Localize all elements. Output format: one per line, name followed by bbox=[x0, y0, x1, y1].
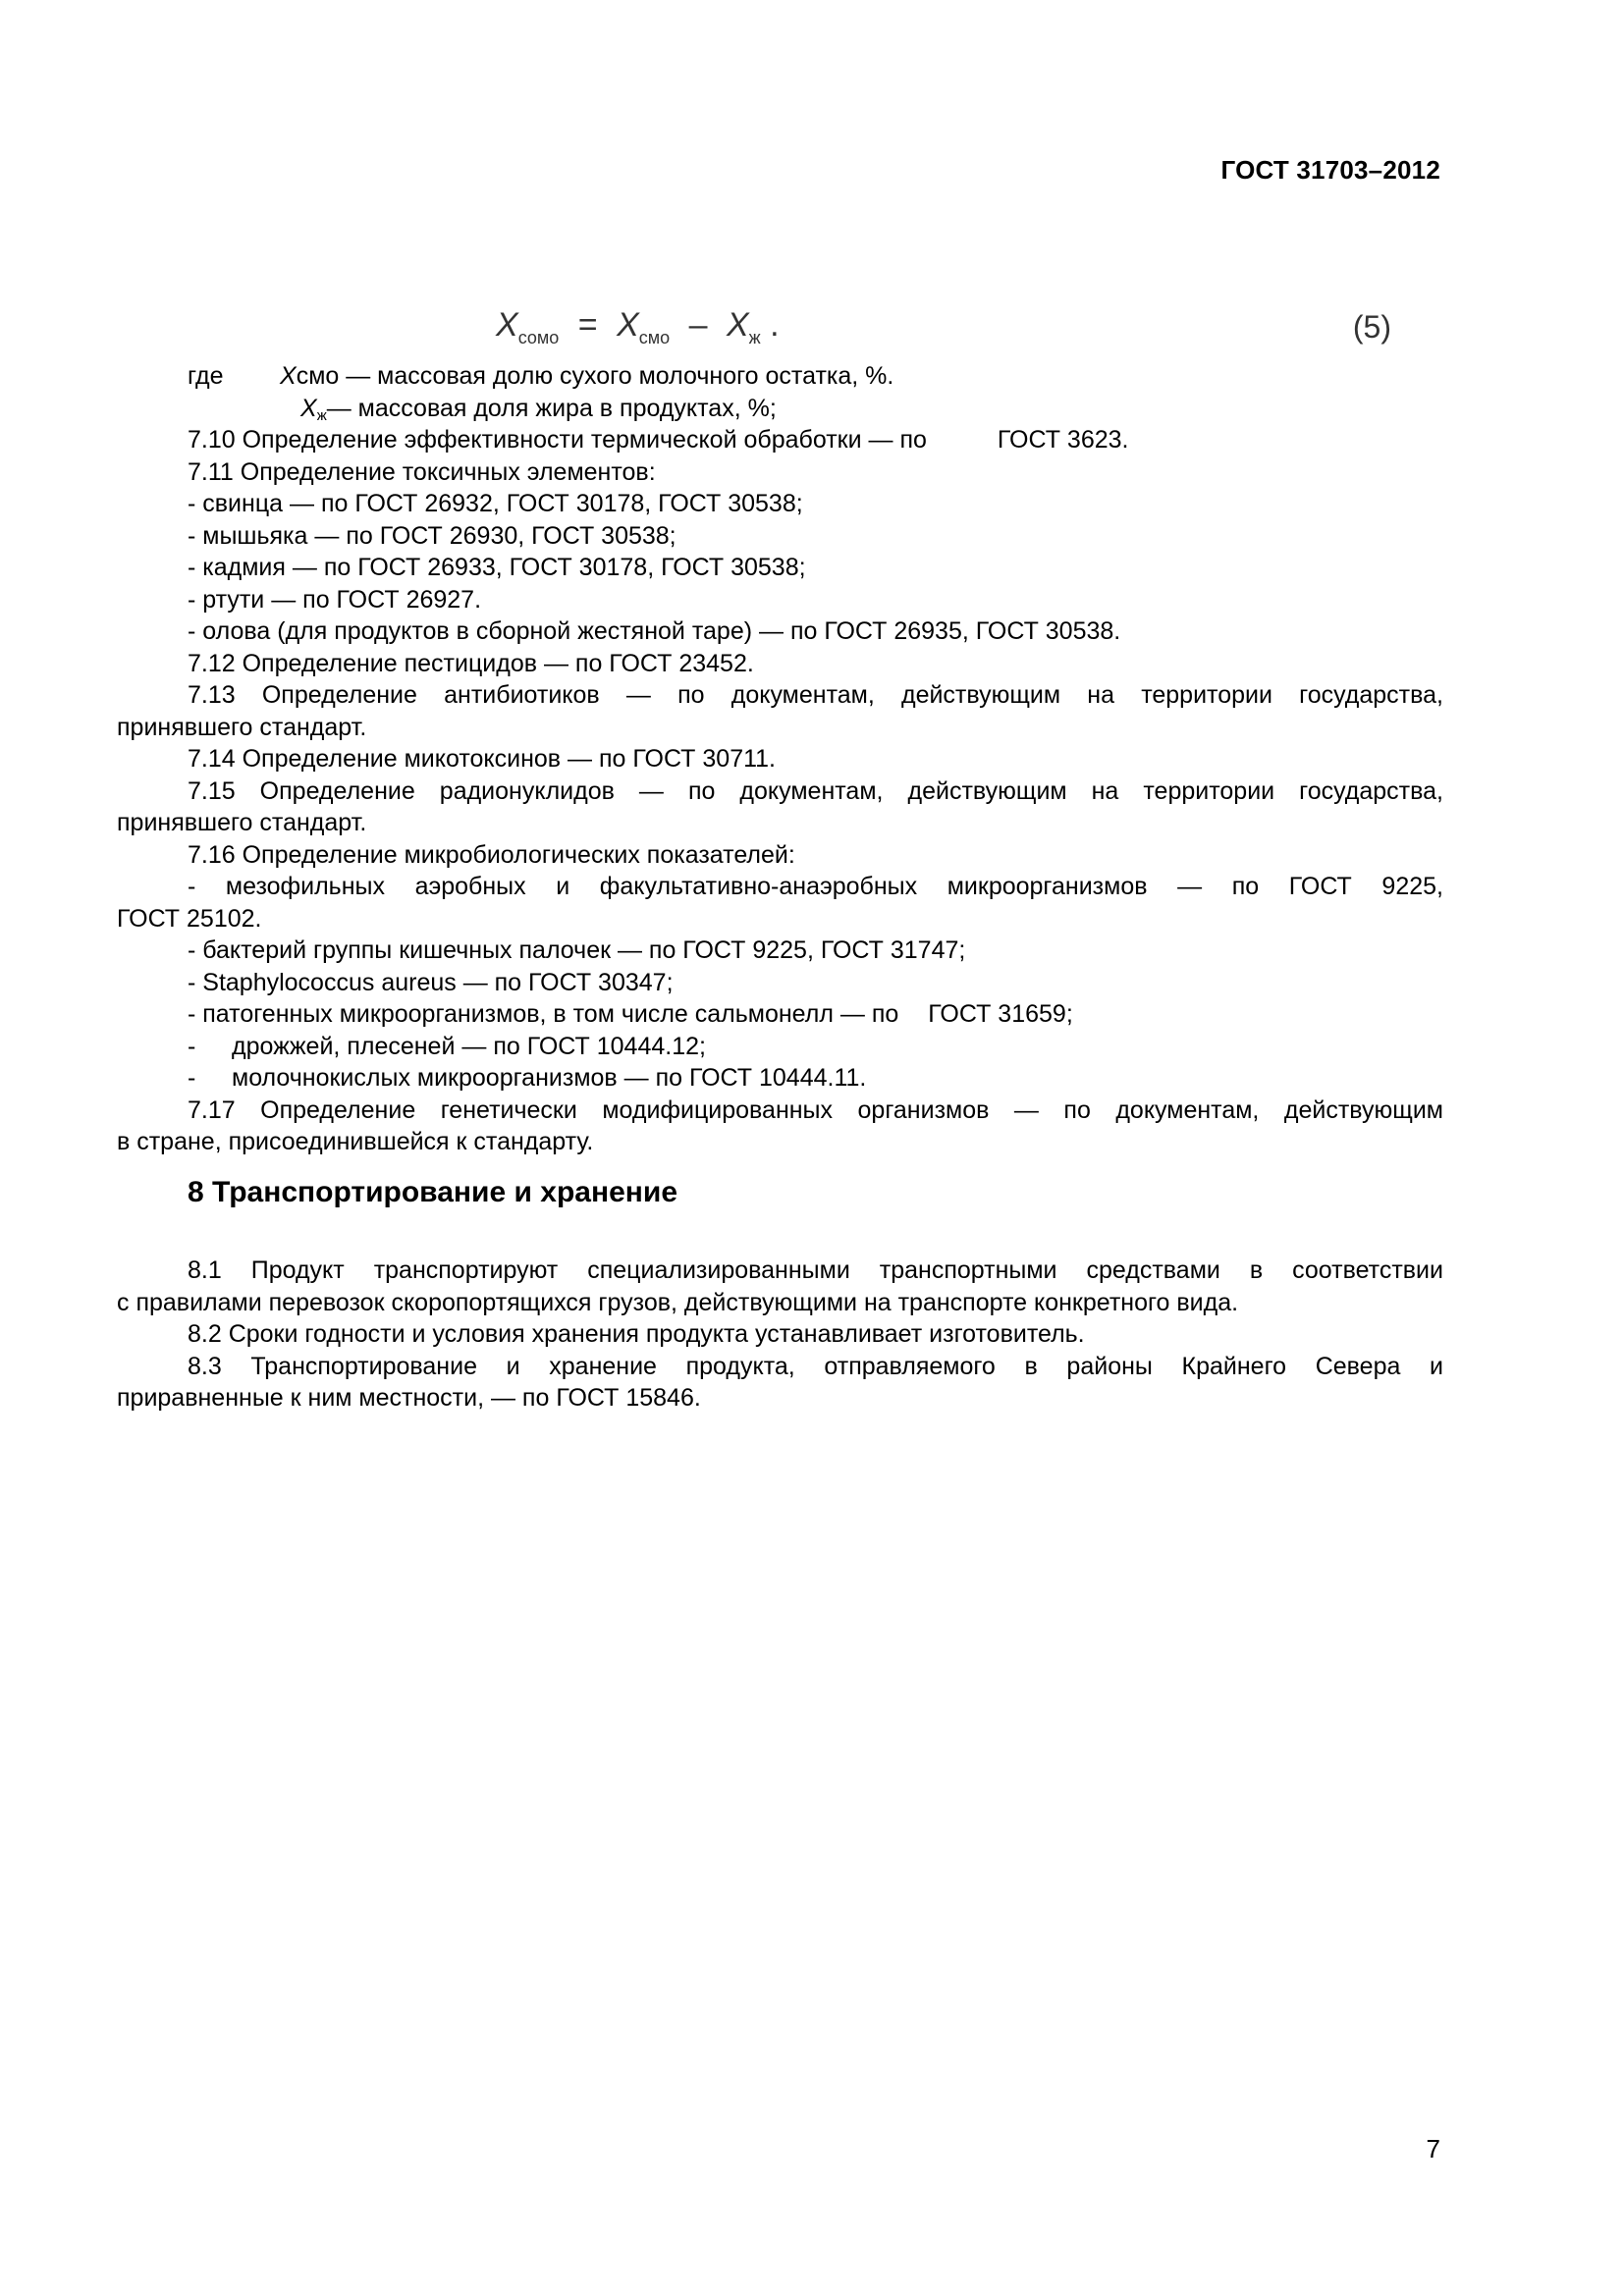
para-8-2: 8.2 Сроки годности и условия хранения продукта устанавливает изготовитель. bbox=[188, 1320, 1085, 1348]
para-7-16: 7.16 Определение микробиологических показателей: bbox=[188, 840, 795, 869]
where-var-2: X bbox=[300, 394, 317, 422]
item-yeast-text: дрожжей, плесеней — по ГОСТ 10444.12; bbox=[232, 1032, 706, 1060]
formula-minus: – bbox=[688, 306, 708, 344]
section-8-body bbox=[117, 1255, 1443, 1415]
para-8-1-line-2: с правилами перевозок скоропортящихся грузов, действующими на транспорте конкретного вида. bbox=[117, 1288, 1239, 1316]
item-lead: - свинца — по ГОСТ 26932, ГОСТ 30178, ГОСТ 30538; bbox=[188, 490, 803, 517]
item-lactic-dash: - bbox=[188, 1064, 196, 1092]
item-mesophilic-line-1: - мезофильных аэробных и факультативно-анаэробных микроорганизмов — по ГОСТ 9225, bbox=[188, 873, 1443, 900]
item-lactic bbox=[117, 1062, 1443, 1095]
para-7-13-line-2: принявшего стандарт. bbox=[117, 713, 367, 741]
item-yeast bbox=[117, 1031, 1443, 1063]
item-yeast-dash: - bbox=[188, 1032, 196, 1060]
para-7-15-line-2: принявшего стандарт. bbox=[117, 809, 367, 836]
page-number: 7 bbox=[1426, 2134, 1440, 2163]
formula-r1-sub: смо bbox=[638, 328, 671, 347]
formula-r2-var: X bbox=[726, 306, 749, 344]
where-var-1: X bbox=[280, 362, 297, 390]
item-pathogens-ref: ГОСТ 31659; bbox=[928, 1000, 1073, 1028]
item-tin: - олова (для продуктов в сборной жестяной таре) — по ГОСТ 26935, ГОСТ 30538. bbox=[188, 617, 1121, 645]
formula-5 bbox=[496, 306, 780, 348]
para-8-3-line-2: приравненные к ним местности, — по ГОСТ 15846. bbox=[117, 1384, 701, 1412]
item-mesophilic-line-2: ГОСТ 25102. bbox=[117, 904, 262, 933]
para-7-10-text: 7.10 Определение эффективности термической обработки — по bbox=[188, 426, 927, 454]
formula-r1-var: X bbox=[617, 306, 639, 344]
para-7-14: 7.14 Определение микотоксинов — по ГОСТ 30711. bbox=[188, 745, 776, 773]
where-text-1: смо — массовая долю сухого молочного остатка, %. bbox=[296, 362, 894, 390]
item-arsenic: - мышьяка — по ГОСТ 26930, ГОСТ 30538; bbox=[188, 521, 676, 550]
formula-end: . bbox=[770, 306, 780, 344]
formula-lhs-var: X bbox=[496, 306, 518, 344]
item-mercury: - ртути — по ГОСТ 26927. bbox=[188, 585, 482, 614]
para-8-3-line-1: 8.3 Транспортирование и хранение продукта, отправляемого в районы Крайнего Севера и bbox=[188, 1352, 1443, 1380]
section-7-body bbox=[117, 360, 1443, 1158]
where-text-2: — массовая доля жира в продуктах, %; bbox=[326, 394, 777, 422]
where-line-1 bbox=[117, 360, 1443, 393]
formula-lhs-sub: сомо bbox=[517, 328, 560, 347]
item-pathogens-text: - патогенных микроорганизмов, в том числе сальмонелл — по bbox=[188, 1000, 899, 1028]
para-7-10-ref: ГОСТ 3623. bbox=[997, 426, 1129, 454]
document-code-header: ГОСТ 31703–2012 bbox=[1220, 155, 1440, 185]
item-cadmium: - кадмия — по ГОСТ 26933, ГОСТ 30178, ГОСТ 30538; bbox=[188, 554, 806, 581]
para-7-17-line-1: 7.17 Определение генетически модифицированных организмов — по документам, действующим bbox=[188, 1095, 1443, 1124]
para-7-11: 7.11 Определение токсичных элементов: bbox=[188, 457, 656, 486]
para-7-12: 7.12 Определение пестицидов — по ГОСТ 23452. bbox=[188, 649, 754, 677]
item-staphylococcus: - Staphylococcus aureus — по ГОСТ 30347; bbox=[188, 968, 674, 996]
item-pathogens bbox=[117, 998, 1443, 1031]
where-sub-2: ж bbox=[316, 406, 327, 424]
para-7-13-line-1: 7.13 Определение антибиотиков — по документам, действующим на территории государства, bbox=[188, 681, 1443, 709]
para-7-10 bbox=[117, 424, 1443, 456]
para-8-1-line-1: 8.1 Продукт транспортируют специализированными транспортными средствами в соответствии bbox=[188, 1256, 1443, 1284]
item-coliform: - бактерий группы кишечных палочек — по ГОСТ 9225, ГОСТ 31747; bbox=[188, 936, 966, 964]
para-7-17-line-2: в стране, присоединившейся к стандарту. bbox=[117, 1128, 594, 1155]
where-line-2 bbox=[117, 393, 1443, 425]
formula-equals: = bbox=[577, 306, 598, 344]
para-7-15-line-1: 7.15 Определение радионуклидов — по документам, действующим на территории государства, bbox=[188, 776, 1443, 805]
where-word: где bbox=[188, 362, 224, 390]
item-lactic-text: молочнокислых микроорганизмов — по ГОСТ 10444.11. bbox=[232, 1064, 867, 1092]
formula-number: (5) bbox=[1352, 309, 1391, 345]
formula-r2-sub: ж bbox=[748, 328, 761, 347]
section-8-heading: 8 Транспортирование и хранение bbox=[188, 1176, 678, 1208]
